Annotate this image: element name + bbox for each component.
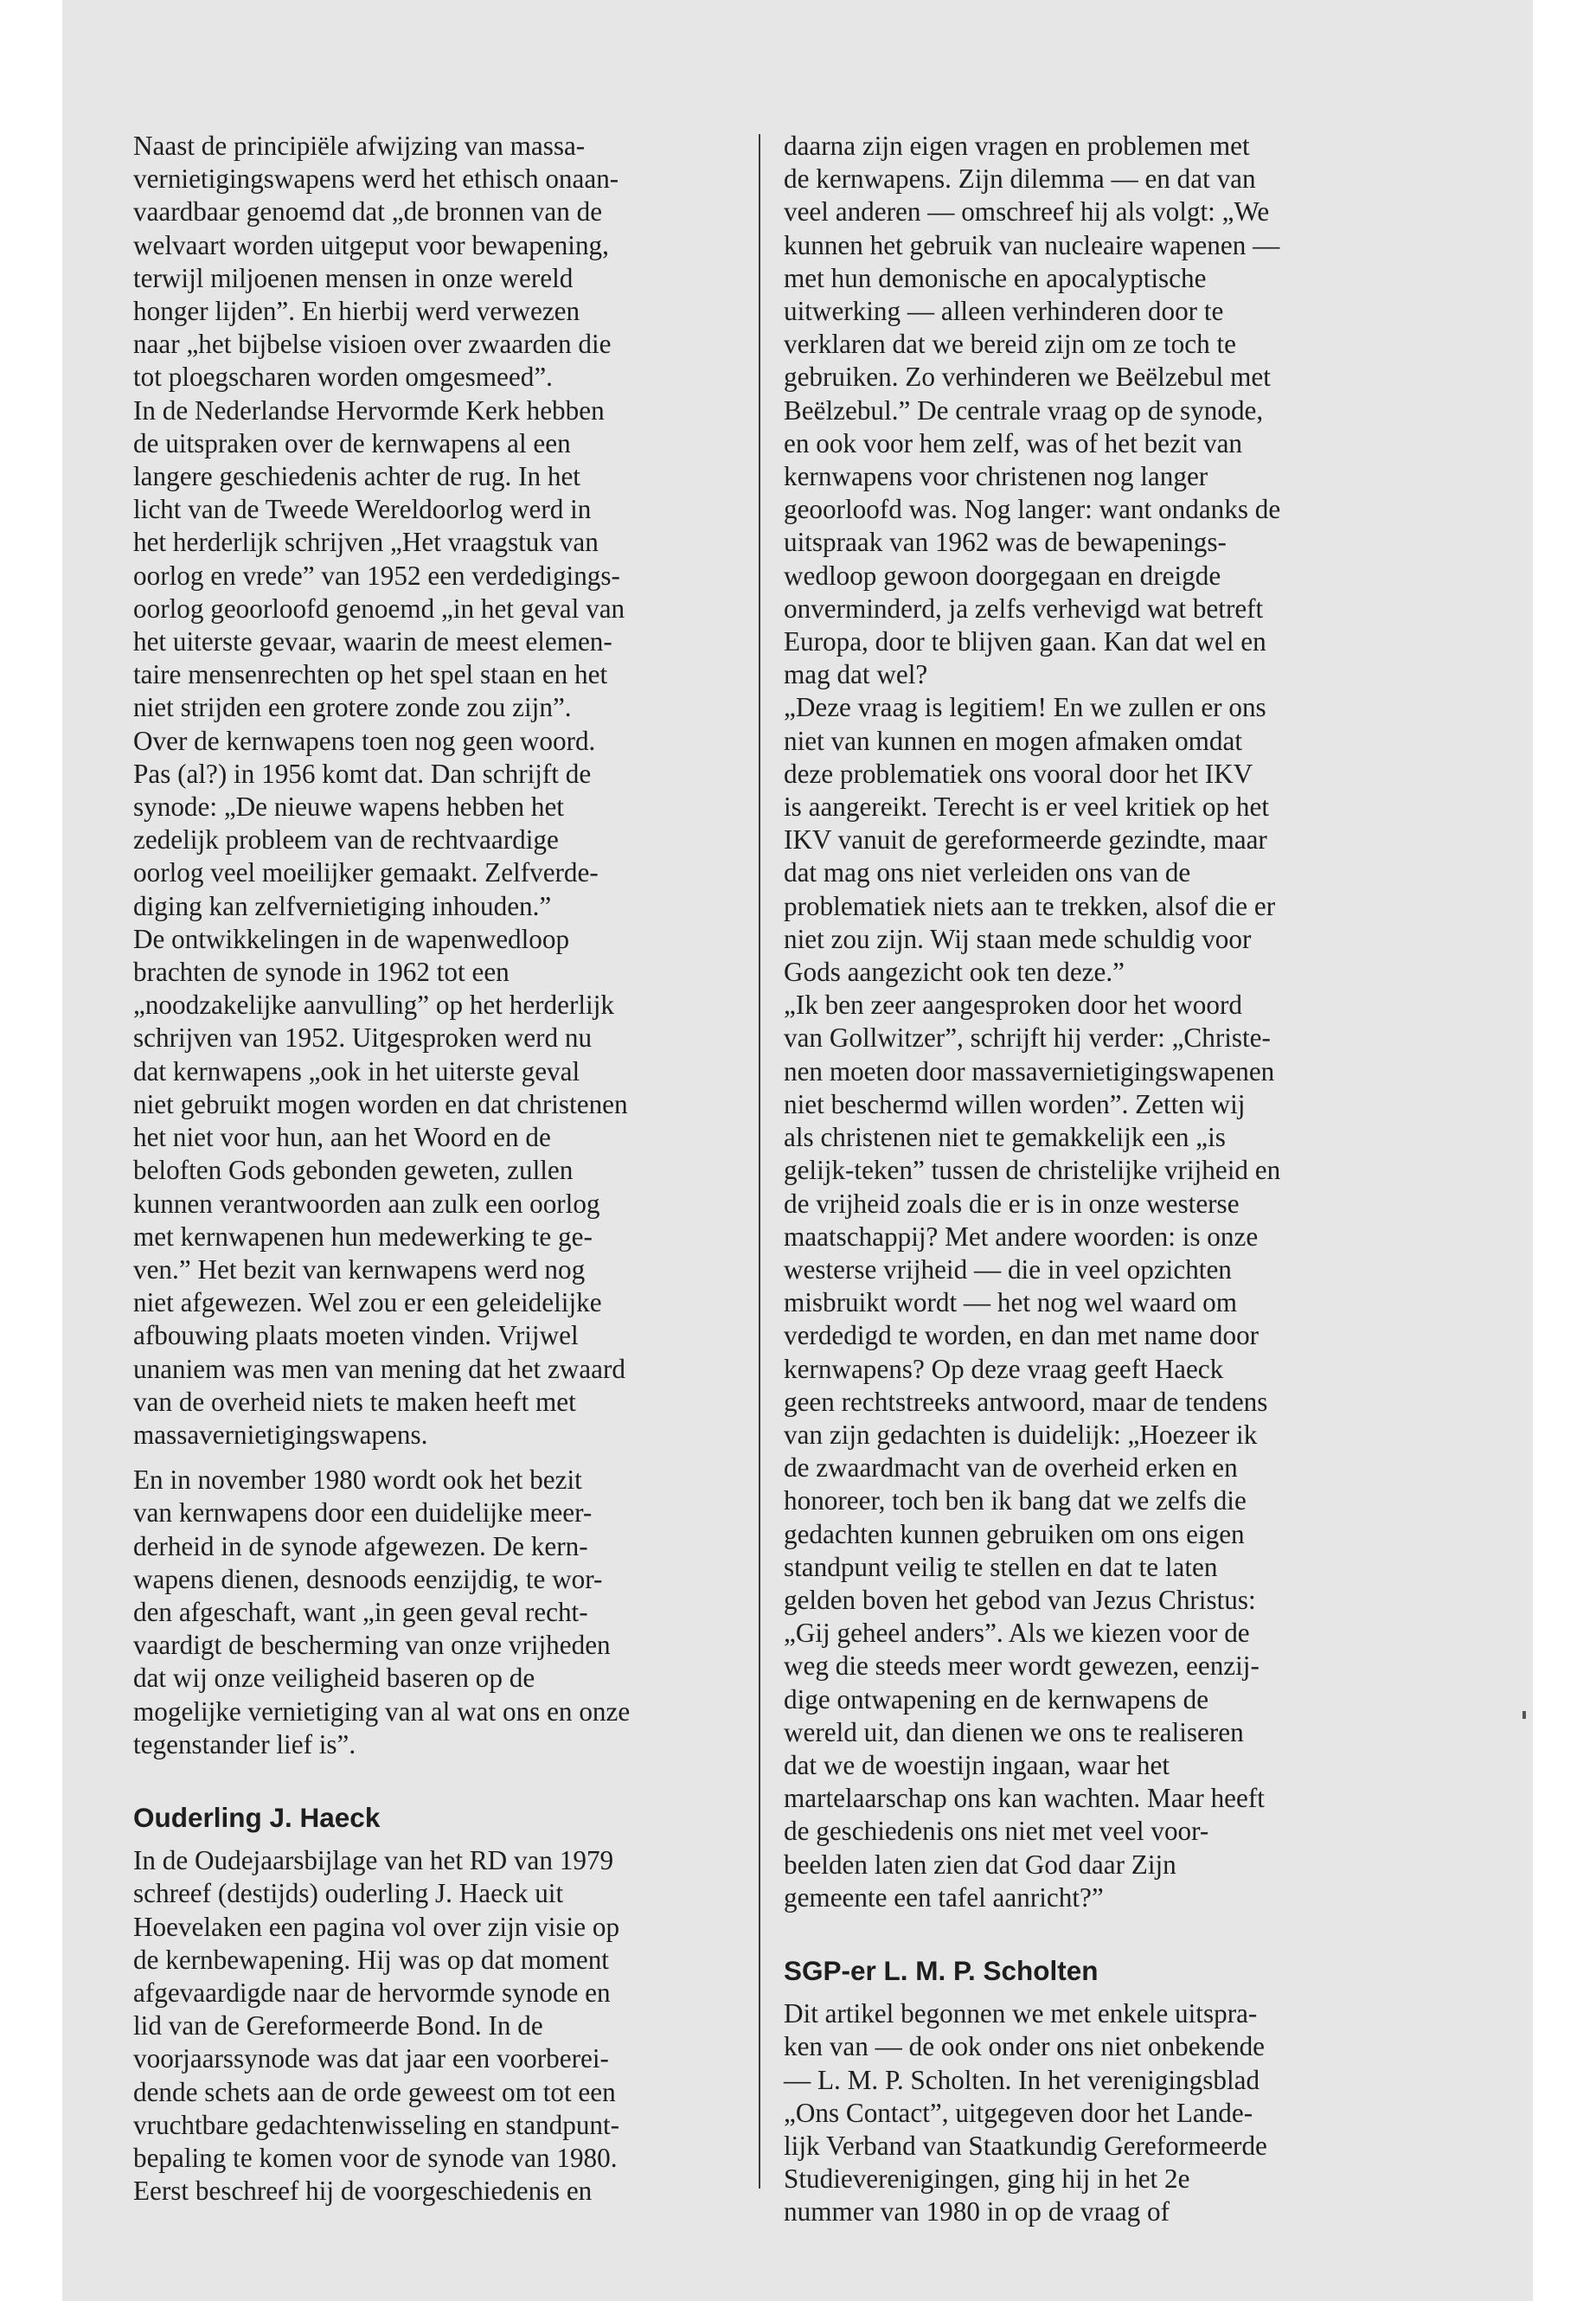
text-line: welvaart worden uitgeput voor bewapening, [133, 229, 609, 260]
text-line: langere geschiedenis achter de rug. In het [133, 461, 580, 492]
text-line: het uiterste gevaar, waarin de meest elemen- [133, 626, 612, 657]
column-divider-rule [759, 134, 760, 2189]
text-line: uitwerking — alleen verhinderen door te [784, 296, 1224, 327]
text-line: gelijk-teken” tussen de christelijke vrijheid en [784, 1155, 1281, 1186]
text-line: Studieverenigingen, ging hij in het 2e [784, 2163, 1190, 2195]
right-text-column [784, 130, 1407, 2229]
text-line: onverminderd, ja zelfs verhevigd wat betreft [784, 593, 1264, 624]
text-line: ven.” Het bezit van kernwapens werd nog [133, 1253, 586, 1285]
text-line: niet afgewezen. Wel zou er een geleidelijke [133, 1287, 602, 1318]
text-line: van de overheid niets te maken heeft met [133, 1386, 576, 1417]
text-line: en ook voor hem zelf, was of het bezit van [784, 427, 1243, 458]
text-line: westerse vrijheid — die in veel opzichten [784, 1253, 1232, 1285]
text-line: de kernwapens. Zijn dilemma — en dat van [784, 163, 1256, 195]
text-line: afgevaardigde naar de hervormde synode en [133, 1977, 611, 2008]
text-line: niet zou zijn. Wij staan mede schuldig voor [784, 923, 1252, 954]
text-line: gelden boven het gebod van Jezus Christus: [784, 1584, 1256, 1615]
text-line: nummer van 1980 in op de vraag of [784, 2196, 1170, 2227]
text-line: de zwaardmacht van de overheid erken en [784, 1452, 1238, 1484]
text-line: is aangereikt. Terecht is er veel kritiek op het [784, 792, 1269, 823]
text-line: verklaren dat we bereid zijn om ze toch te [784, 329, 1237, 360]
text-line: dige ontwapening en de kernwapens de [784, 1683, 1209, 1715]
text-line: schreef (destijds) ouderling J. Haeck uit [133, 1878, 564, 1909]
text-line: bepaling te komen voor de synode van 1980. [133, 2142, 618, 2173]
text-line: van zijn gedachten is duidelijk: „Hoezeer ik [784, 1419, 1258, 1450]
text-line: tot ploegscharen worden omgesmeed”. [133, 362, 553, 393]
text-line: oorlog veel moeilijker gemaakt. Zelfverde- [133, 857, 599, 888]
text-line: verdedigd te worden, en dan met name door [784, 1320, 1259, 1351]
text-line: beelden laten zien dat God daar Zijn [784, 1849, 1176, 1880]
text-line: naar „het bijbelse visioen over zwaarden die [133, 329, 612, 360]
text-line: unaniem was men van mening dat het zwaard [133, 1353, 625, 1384]
text-line: uitspraak van 1962 was de bewapenings- [784, 527, 1227, 558]
text-line: daarna zijn eigen vragen en problemen met [784, 131, 1250, 161]
text-line: voorjaarssynode was dat jaar een voorberei- [133, 2043, 609, 2074]
text-line: problematiek niets aan te trekken, alsof die er [784, 890, 1276, 921]
text-line: Pas (al?) in 1956 komt dat. Dan schrijft de [133, 758, 592, 789]
text-line: de vrijheid zoals die er is in onze westerse [784, 1188, 1240, 1219]
text-line: „Ons Contact”, uitgegeven door het Lande- [784, 2097, 1253, 2128]
text-line: diging kan zelfvernietiging inhouden.” [133, 890, 552, 921]
text-line: niet strijden een grotere zonde zou zijn”. [133, 692, 572, 723]
paragraph-spacer [784, 1914, 1407, 1954]
text-line: Naast de principiële afwijzing van massa- [133, 131, 586, 161]
text-line: honger lijden”. En hierbij werd verwezen [133, 296, 580, 327]
paragraph-spacer [133, 1761, 756, 1801]
text-line: oorlog geoorloofd genoemd „in het geval van [133, 593, 625, 624]
text-line: tegenstander lief is”. [133, 1728, 356, 1759]
text-line: terwijl miljoenen mensen in onze wereld [133, 262, 574, 293]
text-line: massavernietigingswapens. [133, 1419, 428, 1450]
text-line: „noodzakelijke aanvulling” op het herderlijk [133, 990, 614, 1021]
text-line: met kernwapenen hun medewerking te ge- [133, 1221, 593, 1252]
text-line: gemeente een tafel aanricht?” [784, 1881, 1104, 1913]
text-line: het herderlijk schrijven „Het vraagstuk van [133, 527, 599, 558]
scan-speck [1522, 1711, 1526, 1719]
text-line: veel anderen — omschreef hij als volgt: „We [784, 196, 1270, 228]
text-line: vaardbaar genoemd dat „de bronnen van de [133, 196, 603, 228]
paragraph-spacer [784, 1987, 1407, 1997]
text-line: dat mag ons niet verleiden ons van de [784, 857, 1191, 888]
text-line: derheid in de synode afgewezen. De kern- [133, 1530, 588, 1561]
text-line: met hun demonische en apocalyptische [784, 262, 1207, 293]
text-line: vernietigingswapens werd het ethisch onaan- [133, 163, 619, 195]
text-line: misbruikt wordt — het nog wel waard om [784, 1287, 1238, 1318]
text-line: zedelijk probleem van de rechtvaardige [133, 824, 559, 856]
text-line: vruchtbare gedachtenwisseling en standpunt- [133, 2109, 620, 2140]
text-line: IKV vanuit de gereformeerde gezindte, maar [784, 824, 1267, 856]
text-line: In de Nederlandse Hervormde Kerk hebben [133, 394, 605, 426]
text-line: beloften Gods gebonden geweten, zullen [133, 1155, 574, 1186]
text-line: niet beschermd willen worden”. Zetten wij [784, 1088, 1246, 1119]
text-line: brachten de synode in 1962 tot een [133, 957, 510, 988]
text-line: geoorloofd was. Nog langer: want ondanks de [784, 494, 1281, 525]
text-line: dat kernwapens „ook in het uiterste geval [133, 1055, 580, 1086]
text-line: Europa, door te blijven gaan. Kan dat wel en [784, 626, 1266, 657]
text-line: wereld uit, dan dienen we ons te realiseren [784, 1716, 1244, 1747]
text-line: mogelijke vernietiging van al wat ons en onze [133, 1695, 631, 1727]
text-line: honoreer, toch ben ik bang dat we zelfs die [784, 1485, 1247, 1516]
scan-margin-right [1533, 0, 1596, 2301]
text-line: „Gij geheel anders”. Als we kiezen voor de [784, 1618, 1250, 1649]
text-line: kernwapens voor christenen nog langer [784, 461, 1208, 492]
section-heading-scholten: SGP-er L. M. P. Scholten [784, 1954, 1099, 1986]
text-line: In de Oudejaarsbijlage van het RD van 1979 [133, 1845, 614, 1876]
text-line: de uitspraken over de kernwapens al een [133, 427, 571, 458]
text-line: schrijven van 1952. Uitgesproken werd nu [133, 1022, 593, 1054]
section-heading-haeck: Ouderling J. Haeck [133, 1801, 381, 1833]
scan-margin-left [0, 0, 62, 2301]
text-line: van Gollwitzer”, schrijft hij verder: „Christe- [784, 1022, 1271, 1054]
text-line: afbouwing plaats moeten vinden. Vrijwel [133, 1320, 579, 1351]
left-text-column [133, 130, 756, 2208]
text-line: de geschiedenis ons niet met veel voor- [784, 1816, 1209, 1847]
text-line: nen moeten door massavernietigingswapenen [784, 1055, 1275, 1086]
text-line: martelaarschap ons kan wachten. Maar heeft [784, 1783, 1265, 1814]
paragraph-spacer [133, 1834, 756, 1844]
text-line: kunnen het gebruik van nucleaire wapenen — [784, 229, 1280, 260]
text-line: Eerst beschreef hij de voorgeschiedenis en [133, 2176, 593, 2207]
text-line: synode: „De nieuwe wapens hebben het [133, 792, 564, 823]
text-line: het niet voor hun, aan het Woord en de [133, 1122, 551, 1153]
text-line: kunnen verantwoorden aan zulk een oorlog [133, 1188, 600, 1219]
text-line: ken van — de ook onder ons niet onbekende [784, 2031, 1266, 2062]
text-line: lijk Verband van Staatkundig Gereformeerde [784, 2130, 1267, 2161]
text-line: weg die steeds meer wordt gewezen, eenzij- [784, 1650, 1259, 1682]
text-line: dat wij onze veiligheid baseren op de [133, 1663, 535, 1694]
text-line: Beëlzebul.” De centrale vraag op de synode, [784, 394, 1264, 426]
text-line: wedloop gewoon doorgegaan en dreigde [784, 560, 1221, 591]
text-line: dende schets aan de orde geweest om tot een [133, 2076, 616, 2107]
text-line: Hoevelaken een pagina vol over zijn visie op [133, 1911, 620, 1942]
text-line: deze problematiek ons vooral door het IKV [784, 758, 1253, 789]
text-line: mag dat wel? [784, 659, 928, 690]
text-line: taire mensenrechten op het spel staan en het [133, 659, 608, 690]
text-line: als christenen niet te gemakkelijk een „is [784, 1122, 1226, 1153]
text-line: wapens dienen, desnoods eenzijdig, te wor- [133, 1563, 603, 1594]
text-line: Dit artikel begonnen we met enkele uitspra- [784, 1998, 1258, 2029]
text-line: maatschappij? Met andere woorden: is onze [784, 1221, 1259, 1252]
text-line: de kernbewapening. Hij was op dat moment [133, 1944, 609, 1975]
text-line: „Deze vraag is legitiem! En we zullen er ons [784, 692, 1266, 723]
text-line: van kernwapens door een duidelijke meer- [133, 1497, 593, 1529]
text-line: den afgeschaft, want „in geen geval recht- [133, 1596, 588, 1627]
text-line: vaardigt de bescherming van onze vrijheden [133, 1630, 611, 1661]
text-line: „Ik ben zeer aangesproken door het woord [784, 990, 1242, 1021]
text-line: oorlog en vrede” van 1952 een verdedigings- [133, 560, 620, 591]
text-line: Over de kernwapens toen nog geen woord. [133, 725, 596, 756]
text-line: standpunt veilig te stellen en dat te laten [784, 1551, 1218, 1582]
text-line: gebruiken. Zo verhinderen we Beëlzebul met [784, 362, 1271, 393]
text-line: licht van de Tweede Wereldoorlog werd in [133, 494, 592, 525]
text-line: Gods aangezicht ook ten deze.” [784, 957, 1125, 988]
text-line: En in november 1980 wordt ook het bezit [133, 1465, 582, 1496]
paragraph-spacer [133, 1452, 756, 1464]
text-line: niet gebruikt mogen worden en dat christenen [133, 1088, 628, 1119]
text-line: gedachten kunnen gebruiken om ons eigen [784, 1518, 1245, 1549]
text-line: De ontwikkelingen in de wapenwedloop [133, 923, 570, 954]
text-line: kernwapens? Op deze vraag geeft Haeck [784, 1353, 1224, 1384]
text-line: niet van kunnen en mogen afmaken omdat [784, 725, 1243, 756]
text-line: geen rechtstreeks antwoord, maar de tendens [784, 1386, 1268, 1417]
text-line: — L. M. P. Scholten. In het verenigingsblad [784, 2064, 1260, 2095]
text-line: lid van de Gereformeerde Bond. In de [133, 2010, 543, 2041]
text-line: dat we de woestijn ingaan, waar het [784, 1749, 1170, 1780]
